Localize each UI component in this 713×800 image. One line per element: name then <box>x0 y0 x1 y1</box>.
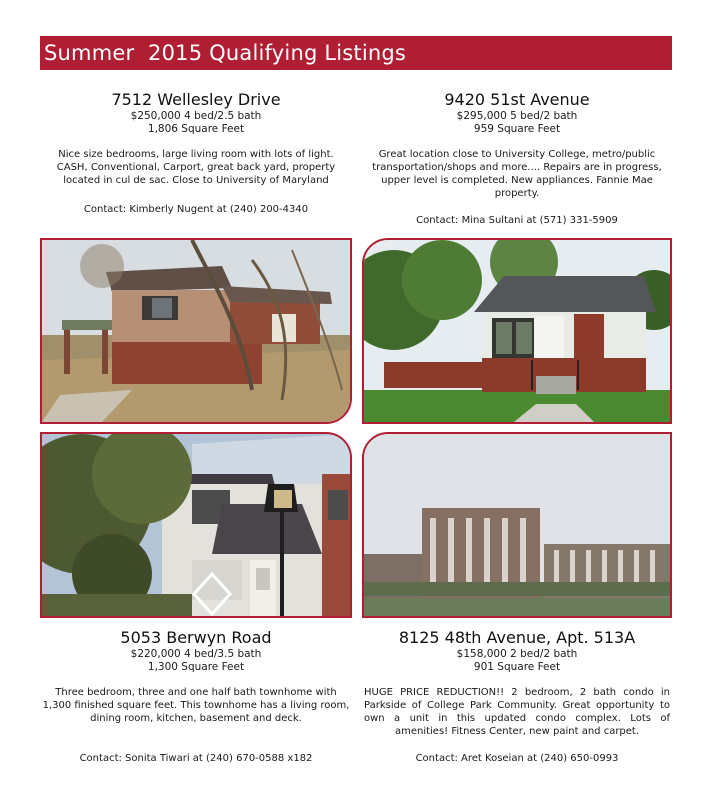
listing-4-photo <box>362 432 672 618</box>
listing-3-description: Three bedroom, three and one half bath townhome with 1,300 finished square feet. This townhome has a living room, dining room, kitchen, basement and deck. <box>42 687 350 724</box>
listing-4-address: 8125 48th Avenue, Apt. 513A <box>398 628 636 647</box>
listing-1-contact: Contact: Kimberly Nugent at (240) 200-4340 <box>83 204 309 215</box>
page-title-banner <box>40 36 672 70</box>
listing-4-price: $158,000 2 bed/2 bath <box>456 648 578 660</box>
listing-2-photo <box>362 238 672 424</box>
listing-2-price: $295,000 5 bed/2 bath <box>456 110 578 122</box>
listing-3-contact: Contact: Sonita Tiwari at (240) 670-0588 x182 <box>79 753 313 764</box>
listing-3-info <box>40 628 352 778</box>
listing-4-sqft: 901 Square Feet <box>473 661 561 673</box>
listing-2-description: Great location close to University College, metro/public transportation/shops and more.... Repairs are in progress, upper level is completed. New appliances. Fannie Mae property. <box>372 149 662 199</box>
listing-1-description: Nice size bedrooms, large living room with lots of light. CASH, Conventional, Carport, great back yard, property located in cul de sac. Close to University of Maryland <box>56 149 336 186</box>
listing-3-photo <box>40 432 352 618</box>
listing-1-address: 7512 Wellesley Drive <box>111 90 281 109</box>
listing-4-description: HUGE PRICE REDUCTION!! 2 bedroom, 2 bath condo in Parkside of College Park Community. Great opportunity to own a unit in this updated condo complex. Lots of amenities! Fitness Center, new paint and carpet. <box>364 687 670 737</box>
listing-4-contact: Contact: Aret Koseian at (240) 650-0993 <box>415 753 619 764</box>
listing-1-info <box>40 90 352 220</box>
listing-3-address: 5053 Berwyn Road <box>120 628 272 647</box>
page-title: Summer 2015 Qualifying Listings <box>44 41 407 65</box>
listing-1-price: $250,000 4 bed/2.5 bath <box>130 110 262 122</box>
listing-3-sqft: 1,300 Square Feet <box>147 661 245 673</box>
listing-3-price: $220,000 4 bed/3.5 bath <box>130 648 262 660</box>
listing-1-photo <box>40 238 352 424</box>
listing-1-sqft: 1,806 Square Feet <box>147 123 245 135</box>
listing-2-info <box>362 90 672 230</box>
listing-2-contact: Contact: Mina Sultani at (571) 331-5909 <box>416 215 618 226</box>
listing-2-address: 9420 51st Avenue <box>444 90 590 109</box>
listing-2-sqft: 959 Square Feet <box>473 123 561 135</box>
listing-4-info <box>362 628 672 778</box>
